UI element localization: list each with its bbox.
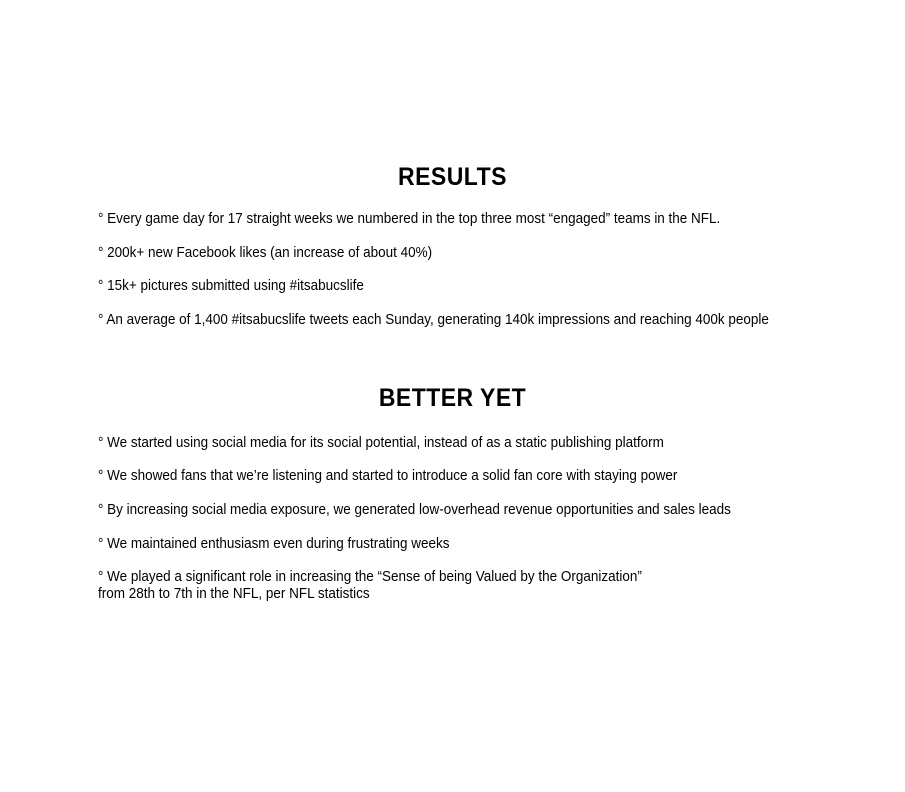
better-yet-item-line2: from 28th to 7th in the NFL, per NFL statistics (98, 586, 370, 602)
better-yet-item: ° We started using social media for its social potential, instead of as a static publishing platform (98, 435, 664, 451)
better-yet-item-line1: ° We played a significant role in increasing the “Sense of being Valued by the Organization” (98, 569, 642, 585)
results-item: ° 15k+ pictures submitted using #itsabucslife (98, 278, 364, 294)
better-yet-item-multiline (98, 569, 642, 603)
results-heading: RESULTS (398, 163, 507, 191)
better-yet-item: ° By increasing social media exposure, we generated low-overhead revenue opportunities and sales leads (98, 502, 731, 518)
better-yet-item: ° We maintained enthusiasm even during frustrating weeks (98, 536, 450, 552)
results-item: ° 200k+ new Facebook likes (an increase of about 40%) (98, 245, 433, 261)
results-item: ° An average of 1,400 #itsabucslife tweets each Sunday, generating 140k impressions and reaching 400k people (98, 312, 769, 328)
results-item: ° Every game day for 17 straight weeks we numbered in the top three most “engaged” teams in the NFL. (98, 211, 721, 227)
better-yet-item: ° We showed fans that we’re listening and started to introduce a solid fan core with staying power (98, 468, 678, 484)
better-yet-heading: BETTER YET (378, 384, 527, 412)
